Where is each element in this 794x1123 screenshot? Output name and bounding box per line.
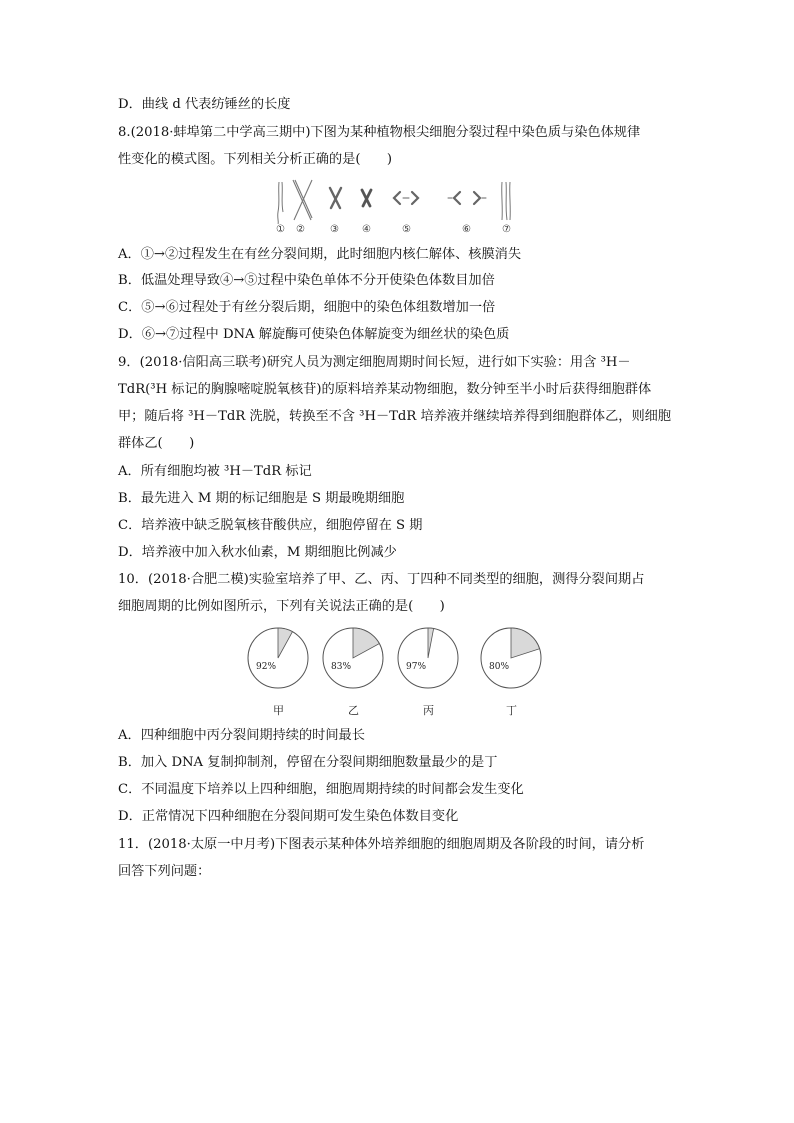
figure-label-3: ③ xyxy=(330,224,339,234)
pie-name-label: 甲 xyxy=(273,704,284,717)
pie-2 xyxy=(323,628,383,717)
pie-percent-label: 83% xyxy=(331,662,352,672)
q9-option-a: A．所有细胞均被 ³H－TdR 标记 xyxy=(118,464,312,479)
figure-label-2: ② xyxy=(296,224,305,234)
figure-label-6: ⑥ xyxy=(462,224,471,234)
q10-option-a: A．四种细胞中丙分裂间期持续的时间最长 xyxy=(118,728,365,743)
pie-1 xyxy=(248,628,308,717)
pie-3 xyxy=(398,628,458,717)
pie-percent-label: 80% xyxy=(489,662,510,672)
pie-percent-label: 92% xyxy=(256,662,277,672)
q8-stem-line-2: 性变化的模式图。下列相关分析正确的是( ) xyxy=(118,152,393,167)
q8-option-d: D．⑥→⑦过程中 DNA 解旋酶可使染色体解旋变为细丝状的染色质 xyxy=(118,327,510,342)
pie-chart-svg xyxy=(240,624,560,718)
q9-option-c: C．培养液中缺乏脱氧核苷酸供应，细胞停留在 S 期 xyxy=(118,518,423,533)
q9-stem-line-2: TdR(³H 标记的胸腺嘧啶脱氧核苷)的原料培养某动物细胞，数分钟至半小时后获得细胞群体 xyxy=(118,382,652,397)
figure-label-1: ① xyxy=(276,224,285,234)
q10-option-c: C．不同温度下培养以上四种细胞，细胞周期持续的时间都会发生变化 xyxy=(118,782,524,797)
pie-name-label: 丙 xyxy=(423,704,434,717)
chromatin-stage-2 xyxy=(293,180,312,220)
q8-option-b: B．低温处理导致④→⑤过程中染色单体不分开使染色体数目加倍 xyxy=(118,273,495,288)
chromosome-stage-5 xyxy=(394,192,418,204)
q7-option-d: D．曲线 d 代表纺锤丝的长度 xyxy=(118,97,291,112)
q10-option-b: B．加入 DNA 复制抑制剂，停留在分裂间期细胞数量最少的是丁 xyxy=(118,755,498,770)
q10-stem-line-1: 10．(2018·合肥二模)实验室培养了甲、乙、丙、丁四种不同类型的细胞，测得分裂间期占 xyxy=(118,572,645,587)
pie-name-label: 乙 xyxy=(348,704,359,717)
figure-label-4: ④ xyxy=(362,224,371,234)
pie-percent-label: 97% xyxy=(406,662,427,672)
chromatin-stage-1 xyxy=(278,182,283,224)
q11-stem-line-2: 回答下列问题： xyxy=(118,864,211,879)
pie-4 xyxy=(481,628,541,717)
chromosome-cycle-figure xyxy=(266,176,528,234)
q9-stem-line-3: 甲；随后将 ³H－TdR 洗脱，转换至不含 ³H－TdR 培养液并继续培养得到细胞群体乙，则细胞 xyxy=(118,409,672,424)
figure-label-7: ⑦ xyxy=(502,224,511,234)
q9-option-b: B．最先进入 M 期的标记细胞是 S 期最晚期细胞 xyxy=(118,491,405,506)
chromosome-stage-6 xyxy=(448,192,486,204)
chromosome-stage-4 xyxy=(362,190,371,206)
q9-stem-line-1: 9．(2018·信阳高三联考)研究人员为测定细胞周期时间长短，进行如下实验：用含 ³H－ xyxy=(118,355,631,370)
q9-option-d: D．培养液中加入秋水仙素，M 期细胞比例减少 xyxy=(118,545,397,560)
chromatin-stage-7 xyxy=(502,182,511,220)
pie-chart-figure xyxy=(240,624,560,718)
q9-stem-line-4: 群体乙( ) xyxy=(118,436,195,451)
q8-stem-line-1: 8.(2018·蚌埠第二中学高三期中)下图为某种植物根尖细胞分裂过程中染色质与染色体规律 xyxy=(118,125,641,140)
pie-name-label: 丁 xyxy=(506,704,517,717)
q8-option-a: A．①→②过程发生在有丝分裂间期，此时细胞内核仁解体、核膜消失 xyxy=(118,247,522,262)
q11-stem-line-1: 11．(2018·太原一中月考)下图表示某种体外培养细胞的细胞周期及各阶段的时间，请分析 xyxy=(118,837,645,852)
q8-option-c: C．⑤→⑥过程处于有丝分裂后期，细胞中的染色体组数增加一倍 xyxy=(118,300,496,315)
q10-option-d: D．正常情况下四种细胞在分裂间期可发生染色体数目变化 xyxy=(118,809,459,824)
q10-stem-line-2: 细胞周期的比例如图所示，下列有关说法正确的是( ) xyxy=(118,599,445,614)
chromosome-stage-3 xyxy=(330,188,341,208)
figure-label-5: ⑤ xyxy=(402,224,411,234)
